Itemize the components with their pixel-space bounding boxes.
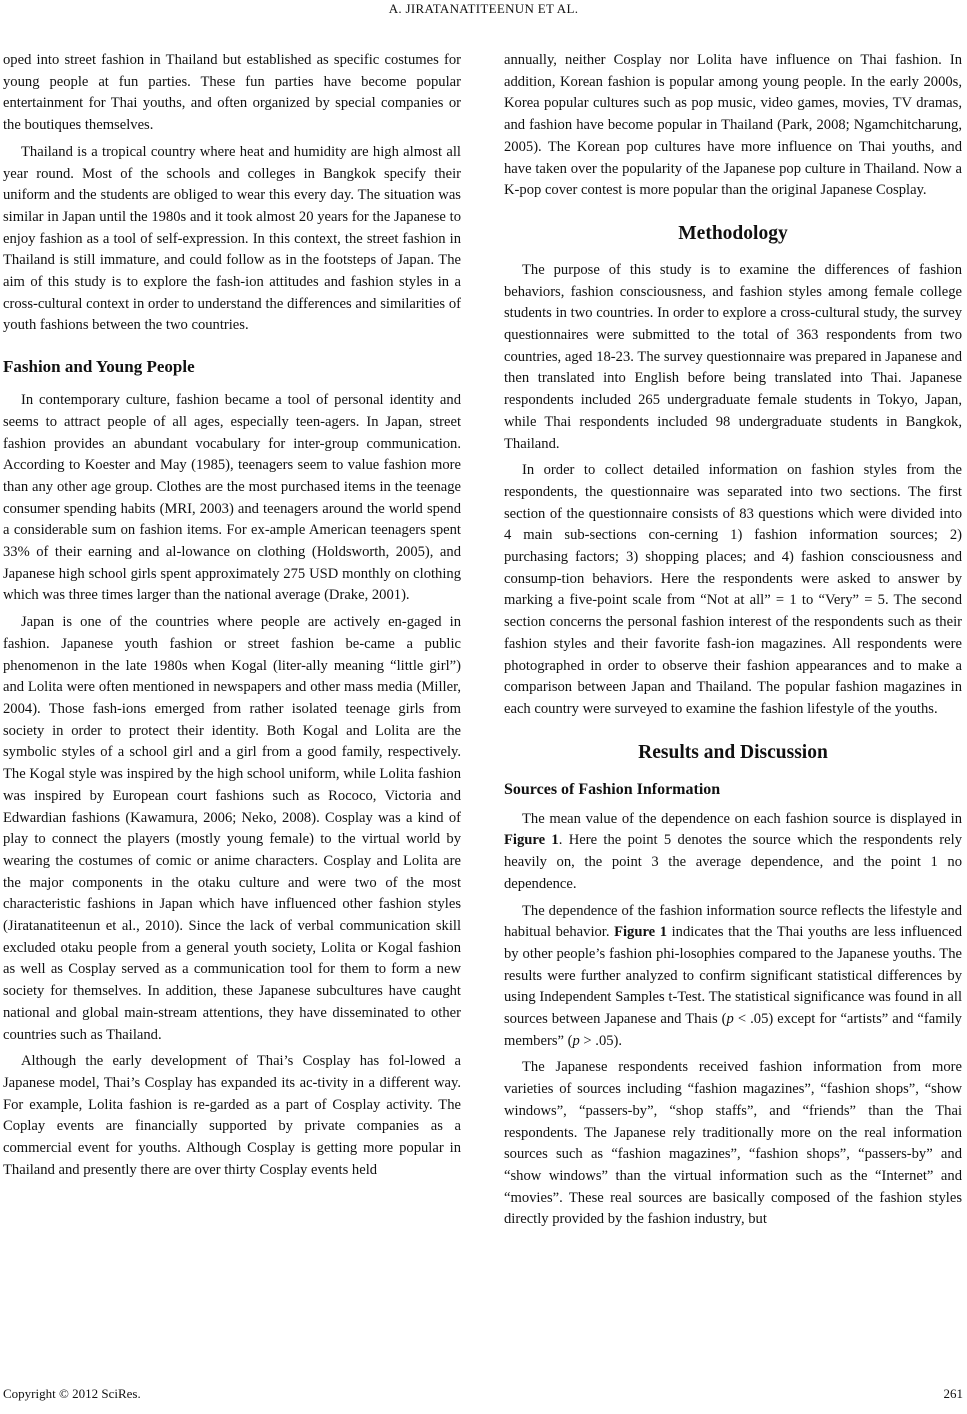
subsection-heading-sources: Sources of Fashion Information bbox=[504, 780, 721, 798]
left-column bbox=[3, 50, 461, 1186]
text-run: The mean value of the dependence on each fashion source is displayed in bbox=[522, 810, 962, 827]
section-heading-methodology: Methodology bbox=[678, 222, 788, 244]
paragraph: In contemporary culture, fashion became a tool of personal identity and seems to attract people of all ages, especially teen-agers. In Japan, street fashion provides an abundant vocabulary for inter-group communication. According to Koester and May (1985), teenagers seem to value fashion more than any other age group. Clothes are the most purchased items in the teenage consumer spending habits (MRI, 2003) and teenagers around the world spend a considerable sum on fashion items. For ex-ample American teenagers spent 33% of their earning and al-lowance on clothing (Holdsworth, 2005), and Japanese high school girls spent approximately 275 USD monthly on clothing which was three times larger than the national average (Drake, 2001). bbox=[3, 392, 461, 604]
figure-reference[interactable]: Figure 1 bbox=[504, 832, 559, 849]
paragraph: The Japanese respondents received fashion information from more varieties of sources including “fashion magazines”, “fashion shops”, “show windows”, “passers-by”, “shop staffs”, and “friends” than the Thai respondents. The Japanese rely traditionally more on the real information sources such as “fashion magazines”, “fashion shops”, “passers-by” and “show windows” than the virtual information such as the “Internet” and “movies”. These real sources are basically composed of the fashion styles directly provided by the fashion industry, but bbox=[504, 1059, 962, 1228]
text-run: . Here the point 5 denotes the source which the respondents rely heavily on, the point 3 the average dependence, and the point 1 no dependence. bbox=[504, 832, 962, 892]
p-value-symbol: p bbox=[572, 1032, 580, 1049]
paragraph: The purpose of this study is to examine the differences of fashion behaviors, fashion consciousness, and fashion styles among female college students in two countries. In order to explore a cross-cultural study, the survey questionnaires were submitted to the total of 363 respondents from two countries, aged 18-23. The survey questionnaire was prepared in Japanese and then translated into English before being translated into Thai. Japanese respondents included 265 undergraduate female students in Tokyo, Japan, while Thai respondents included 98 undergraduate students in Bangkok, Thailand. bbox=[504, 261, 962, 452]
paragraph: Although the early development of Thai’s Cosplay has fol-lowed a Japanese model, Thai’s Cosplay has expanded its ac-tivity in a different way. For example, Lolita fashion is re-garded as a part of Cosplay activity. The Coplay events are financially supported by private companies as a commercial event for youths. Although Cosplay is getting more popular in Thailand and presently there are over thirty Cosplay events held bbox=[3, 1053, 461, 1178]
section-heading-results: Results and Discussion bbox=[638, 741, 828, 763]
text-run: > .05). bbox=[579, 1032, 623, 1049]
p-value-symbol: p bbox=[726, 1011, 734, 1028]
text-run: The dependence of the fashion information source reflects the lifestyle and habitual behavior. bbox=[504, 902, 962, 941]
paragraph: In order to collect detailed information on fashion styles from the respondents, the questionnaire was separated into two sections. The first section of the questionnaire consists of 83 questions which were divided into 4 main sub-sections con-cerning 1) fashion information sources; 2) purchasing factors; 3) shopping places; and 4) fashion consciousness and consump-tion behaviors. Here the respondents were asked to answer by marking a five-point scale from “Not at all” = 1 to “Very” = 5. The second section concerns the personal fashion interest of the respondents such as their fashion styles and their favorite fash-ion magazines. All respondents were photographed in order to observe their fashion appearances and to make a comparison between Japan and Thailand. The popular fashion magazines in each country were surveyed to examine the fashion lifestyle of the youths. bbox=[504, 462, 962, 717]
paragraph: annually, neither Cosplay nor Lolita have influence on Thai fashion. In addition, Korean fashion is popular among young people. In the early 2000s, Korea popular cultures such as pop music, video games, movies, TV dramas, and fashion have become popular in Thailand (Park, 2008; Ngamchitcharung, 2005). The Korean pop cultures have more influence on Thai youths, and have taken over the popularity of the Japanese pop culture in Thailand. Now a K-pop cover contest is more popular than the original Japanese Cosplay. bbox=[504, 52, 962, 199]
paragraph: oped into street fashion in Thailand but established as specific costumes for young people at fun parties. These fun parties have become popular entertainment for Thai youths, and often organized by special companies or the boutiques themselves. bbox=[3, 52, 461, 134]
paragraph: Japan is one of the countries where people are actively en-gaged in fashion. Japanese youth fashion or street fashion be-came a public phenomenon in the late 1980s when Kogal (liter-ally meaning “little girl”) and Lolita were often mentioned in newspapers and other mass media (Miller, 2004). Those fash-ions emerged from rather isolated teenage girls from society in order to protect their identity. Both Kogal and Lolita are the symbolic styles of a school girl and a girl from a good family, respectively. The Kogal style was inspired by the high school uniform, while Lolita fashion was inspired by European court fashions such as Rococo, Victoria and Edwardian fashions (Kawamura, 2006; Neko, 2008). Cosplay was a kind of play to connect the players (mostly young female) to the virtual world by wearing the costumes of comic or anime characters. Cosplay and Lolita are the major components in the otaku culture and were two of the most characteristic fashions in Japan which have influenced other fashion styles (Jiratanatiteenun et al., 2010). Since the lack of verbal communication skill excluded otaku people from a general youth society, Lolita or Kogal fashion as well as Cosplay served as a communication tool for them to form a new society for themselves. In addition, these Japanese subcultures have caught national and global main-stream attentions, they have disseminated to other countries such as Thailand. bbox=[3, 614, 461, 1043]
text-run: < .05) except for “artists” and “family members” ( bbox=[504, 1011, 962, 1049]
text-run: indicates that the Thai youths are less influenced by other people’s fashion phi-losophies compared to the Japanese youths. The results were further analyzed to confirm significant statistical differences by using Independent Samples t-Test. The statistical significance was found in all sources between Japanese and Thais ( bbox=[504, 924, 962, 1028]
figure-reference[interactable]: Figure 1 bbox=[614, 924, 668, 941]
paragraph bbox=[504, 809, 962, 896]
copyright-footer: Copyright © 2012 SciRes. bbox=[3, 1386, 141, 1401]
page-number: 261 bbox=[943, 1386, 963, 1401]
paragraph bbox=[504, 901, 962, 1053]
right-column bbox=[504, 50, 962, 1236]
section-heading: Fashion and Young People bbox=[3, 357, 195, 377]
running-head: A. JIRATANATITEENUN ET AL. bbox=[388, 1, 579, 16]
paragraph: Thailand is a tropical country where heat and humidity are high almost all year round. Most of the schools and colleges in Bangkok specify their uniform and the students are obliged to wear this every day. The situation was similar in Japan until the 1980s and it took almost 20 years for the Japanese to enjoy fashion as a tool of self-expression. In this context, the street fashion in Thailand is still immature, and could follow as in the footsteps of Japan. The aim of this study is to explore the fash-ion attitudes and fashion styles in a cross-cultural context in order to understand the differences and similarities of youth fashions between the two countries. bbox=[3, 143, 461, 334]
